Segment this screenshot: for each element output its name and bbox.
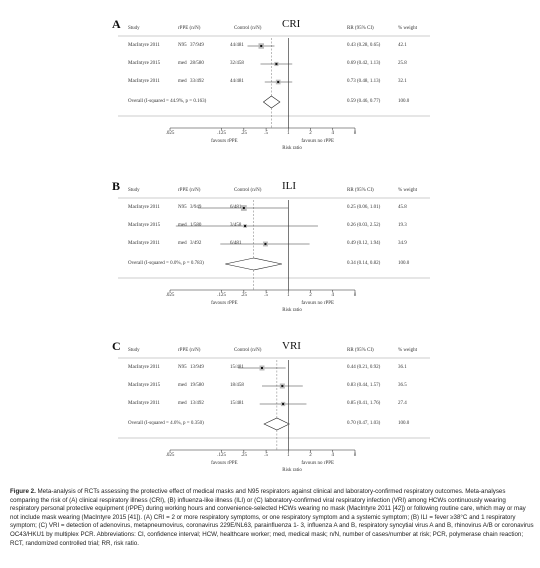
row-rppe: 3/949 — [190, 205, 202, 210]
x-tick-label: 1 — [287, 293, 290, 298]
row-study: MacIntyre 2011 — [128, 365, 160, 370]
row-control: 15/481 — [230, 401, 244, 406]
point-estimate — [243, 207, 245, 209]
row-weight: 34.9 — [398, 241, 407, 246]
row-weight: 19.3 — [398, 223, 407, 228]
row-arm: N95 — [178, 205, 187, 210]
forest-plot-svg — [0, 10, 540, 160]
row-control: 15/481 — [230, 365, 244, 370]
row-weight: 36.1 — [398, 365, 407, 370]
row-study: MacIntyre 2015 — [128, 61, 161, 66]
x-tick-label: 2 — [309, 293, 312, 298]
row-study: MacIntyre 2011 — [128, 205, 160, 210]
row-study: MacIntyre 2011 — [128, 401, 160, 406]
panel-title: ILI — [282, 180, 297, 192]
x-tick-label: 4 — [331, 453, 335, 458]
panel-letter: B — [112, 179, 121, 193]
point-estimate — [277, 81, 279, 83]
x-tick-label: .025 — [165, 453, 175, 458]
overall-label: Overall (I-squared = 0.0%, p = 0.783) — [128, 261, 204, 266]
caption-label: Figure 2. — [10, 488, 36, 495]
header-rppe: rPPE (n/N) — [178, 26, 201, 31]
pooled-diamond — [264, 418, 289, 430]
forest-panel-b — [0, 172, 540, 322]
row-control: 44/481 — [230, 43, 244, 48]
row-weight: 32.1 — [398, 79, 407, 84]
row-weight: 45.8 — [398, 205, 407, 210]
x-tick-label: .125 — [217, 293, 226, 298]
x-axis-label: Risk ratio — [282, 308, 302, 313]
forest-plot-svg — [0, 332, 540, 482]
row-control: 18/458 — [230, 383, 244, 388]
row-rr: 0.26 (0.03, 2.52) — [347, 223, 381, 228]
x-tick-label: .125 — [217, 131, 226, 136]
favours-right-label: favours no rPPE — [301, 139, 335, 144]
row-rppe: 28/580 — [190, 61, 204, 66]
forest-panel-c — [0, 332, 540, 482]
x-tick-label: .25 — [240, 453, 247, 458]
header-rppe: rPPE (n/N) — [178, 188, 201, 193]
row-rr: 0.49 (0.12, 1.94) — [347, 241, 381, 246]
overall-weight: 100.0 — [398, 99, 410, 104]
x-tick-label: 4 — [331, 293, 335, 298]
overall-weight: 100.0 — [398, 261, 410, 266]
row-study: MacIntyre 2011 — [128, 43, 160, 48]
row-arm: N95 — [178, 365, 187, 370]
row-rppe: 13/492 — [190, 401, 204, 406]
header-rr: RR (95% CI) — [347, 348, 374, 353]
header-control: Control (n/N) — [234, 26, 262, 31]
overall-rr: 0.59 (0.46, 0.77) — [347, 99, 381, 104]
favours-right-label: favours no rPPE — [301, 301, 335, 306]
header-weight: % weight — [398, 26, 418, 31]
header-rr: RR (95% CI) — [347, 188, 374, 193]
forest-panel-a — [0, 10, 540, 160]
header-study: Study — [128, 26, 140, 31]
overall-rr: 0.34 (0.14, 0.82) — [347, 261, 381, 266]
x-tick-label: 8 — [353, 453, 357, 458]
row-control: 6/481 — [230, 205, 242, 210]
row-rppe: 19/580 — [190, 383, 204, 388]
row-arm: med — [178, 383, 187, 388]
row-rppe: 13/949 — [190, 365, 204, 370]
row-control: 3/458 — [230, 223, 242, 228]
row-weight: 27.4 — [398, 401, 407, 406]
row-rr: 0.43 (0.28, 0.65) — [347, 43, 381, 48]
panel-title: VRI — [282, 340, 301, 352]
overall-label: Overall (I-squared = 4.6%, p = 0.350) — [128, 421, 204, 426]
x-tick-label: 2 — [309, 453, 312, 458]
x-tick-label: 8 — [353, 293, 357, 298]
row-study: MacIntyre 2015 — [128, 383, 161, 388]
overall-label: Overall (I-squared = 44.9%, p = 0.163) — [128, 99, 207, 104]
point-estimate — [264, 243, 266, 245]
x-tick-label: 1 — [287, 131, 290, 136]
header-control: Control (n/N) — [234, 188, 262, 193]
row-rr: 0.83 (0.44, 1.57) — [347, 383, 381, 388]
header-control: Control (n/N) — [234, 348, 262, 353]
row-study: MacIntyre 2011 — [128, 79, 160, 84]
x-tick-label: .5 — [264, 131, 268, 136]
row-rr: 0.25 (0.06, 1.01) — [347, 205, 381, 210]
x-tick-label: 8 — [353, 131, 357, 136]
x-axis-label: Risk ratio — [282, 146, 302, 151]
row-rr: 0.85 (0.41, 1.76) — [347, 401, 381, 406]
favours-left-label: favours rPPE — [211, 301, 238, 306]
row-study: MacIntyre 2015 — [128, 223, 161, 228]
row-study: MacIntyre 2011 — [128, 241, 160, 246]
pooled-diamond — [263, 96, 280, 108]
x-axis-label: Risk ratio — [282, 468, 302, 473]
x-tick-label: .25 — [240, 131, 247, 136]
row-arm: med — [178, 61, 187, 66]
point-estimate — [275, 63, 277, 65]
row-weight: 25.8 — [398, 61, 407, 66]
panel-title: CRI — [282, 18, 301, 30]
x-tick-label: .025 — [165, 293, 175, 298]
point-estimate — [260, 45, 262, 47]
favours-left-label: favours rPPE — [211, 139, 238, 144]
overall-rr: 0.70 (0.47, 1.03) — [347, 421, 381, 426]
pooled-diamond — [225, 258, 282, 270]
header-study: Study — [128, 188, 140, 193]
panel-letter: C — [112, 339, 121, 353]
x-tick-label: 1 — [287, 453, 290, 458]
point-estimate — [244, 225, 246, 227]
x-tick-label: .5 — [264, 453, 268, 458]
header-rppe: rPPE (n/N) — [178, 348, 201, 353]
favours-left-label: favours rPPE — [211, 461, 238, 466]
forest-plot-svg — [0, 172, 540, 322]
row-arm: N95 — [178, 43, 187, 48]
point-estimate — [261, 367, 263, 369]
x-tick-label: 4 — [331, 131, 335, 136]
row-weight: 42.1 — [398, 43, 407, 48]
row-control: 44/481 — [230, 79, 244, 84]
row-rr: 0.73 (0.48, 1.13) — [347, 79, 381, 84]
point-estimate — [281, 385, 283, 387]
x-tick-label: .025 — [165, 131, 175, 136]
figure-caption — [10, 488, 534, 548]
row-weight: 36.5 — [398, 383, 407, 388]
header-weight: % weight — [398, 348, 418, 353]
row-arm: med — [178, 401, 187, 406]
row-rr: 0.69 (0.42, 1.13) — [347, 61, 381, 66]
header-rr: RR (95% CI) — [347, 26, 374, 31]
row-control: 6/481 — [230, 241, 242, 246]
x-tick-label: 2 — [309, 131, 312, 136]
row-rppe: 37/949 — [190, 43, 204, 48]
x-tick-label: .125 — [217, 453, 226, 458]
overall-weight: 100.0 — [398, 421, 410, 426]
panel-letter: A — [112, 17, 121, 31]
row-rppe: 33/492 — [190, 79, 204, 84]
header-study: Study — [128, 348, 140, 353]
favours-right-label: favours no rPPE — [301, 461, 335, 466]
row-control: 32/458 — [230, 61, 244, 66]
row-arm: med — [178, 79, 187, 84]
row-rr: 0.44 (0.21, 0.92) — [347, 365, 381, 370]
row-rppe: 3/492 — [190, 241, 202, 246]
caption-text: Meta-analysis of RCTs assessing the protective effect of medical masks and N95 respirators against clinical and laboratory-confirmed respiratory outcomes. Meta-analyses comparing the risk of (A) clinical respiratory illness (CRI), (B) influenza-like illness (ILI) or (C) laboratory-confirmed viral respiratory infection (VRI) among HCWs continuously wearing respiratory personal protective equipment (rPPE) during working hours and convenience-selected HCWs wearing no mask (MacIntyre 2011 [42]) or following routine care, which may or may not include mask wearing (MacIntyre 2015 [41]). (A) CRI = 2 or more respiratory symptoms, or one respiratory symptom and a systemic symptom; (B) ILI = fever ≥38°C and 1 respiratory symptom; (C) VRI = detection of adenovirus, metapneumovirus, coronavirus 229E/NL63, parainfluenza 1- 3, influenza A and B, respiratory syncytial virus A and B, rhinovirus A/B or coronavirus OC43/HKU1 by multiplex PCR. Abbreviations: CI, confidence interval; HCW, healthcare worker; med, medical mask; n/N, number of cases/number at risk; PCR, polymerase chain reaction; RCT, randomized controlled trial; RR, risk ratio. — [10, 488, 534, 547]
x-tick-label: .5 — [264, 293, 268, 298]
point-estimate — [282, 403, 284, 405]
header-weight: % weight — [398, 188, 418, 193]
row-arm: med — [178, 241, 187, 246]
x-tick-label: .25 — [240, 293, 247, 298]
row-rppe: 1/580 — [190, 223, 202, 228]
row-arm: med — [178, 223, 187, 228]
